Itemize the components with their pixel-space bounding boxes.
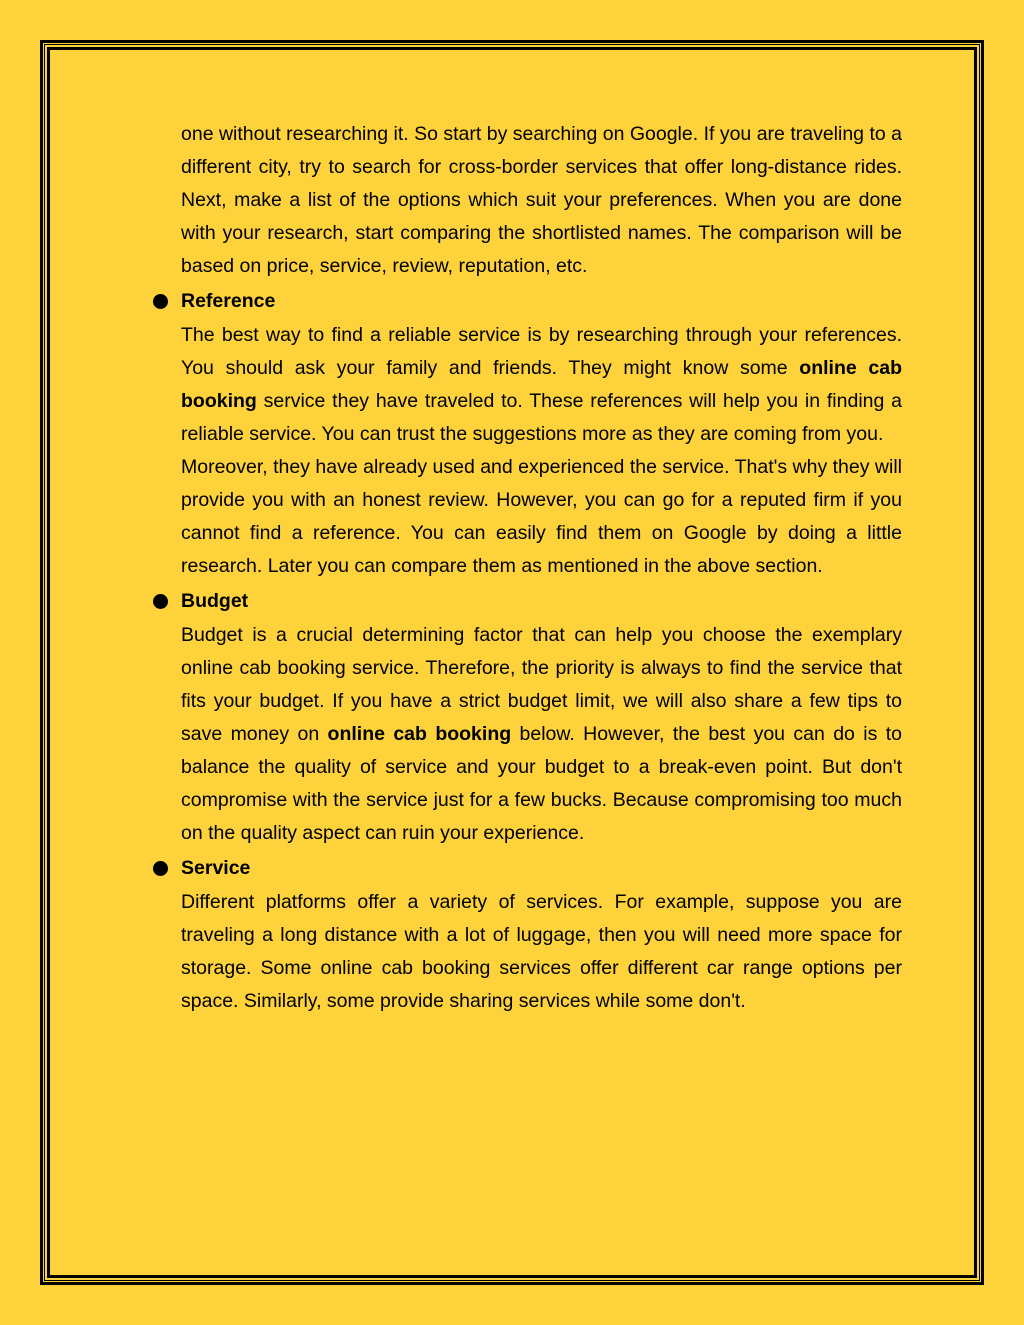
- section-heading-budget: [181, 585, 902, 618]
- text-run: Budget is a crucial determining factor that can help you choose the exemplary online cab booking service. Therefore, the priority is always to find the service that fits your budget. If you have a strict budget limit, we will also share a few tips to save money on: [181, 624, 902, 745]
- section-heading-reference: [181, 285, 902, 318]
- section-heading-label: Service: [181, 857, 251, 879]
- reference-paragraph-1: [181, 319, 902, 451]
- section-heading-label: Reference: [181, 290, 276, 312]
- budget-paragraph-1: [181, 619, 902, 850]
- text-run: below. However, the best you can do is to balance the quality of service and your budget to a break-even point. But don't compromise with the service just for a few bucks. Because compromising too much on the quality aspect can ruin your experience.: [181, 723, 902, 844]
- bullet-icon: [153, 594, 168, 609]
- intro-paragraph: one without researching it. So start by searching on Google. If you are traveling to a different city, try to search for cross-border services that offer long-distance rides. Next, make a list of the options which suit your preferences. When you are done with your research, start comparing the shortlisted names. The comparison will be based on price, service, review, reputation, etc.: [181, 123, 902, 277]
- section-heading-service: [181, 852, 902, 885]
- text-run: service they have traveled to. These references will help you in finding a reliable service. You can trust the suggestions more as they are coming from you.: [181, 390, 902, 445]
- bold-keyword: online cab booking: [181, 357, 902, 412]
- bold-keyword: online cab booking: [327, 723, 512, 745]
- reference-paragraph-2: Moreover, they have already used and experienced the service. That's why they will provide you with an honest review. However, you can go for a reputed firm if you cannot find a reference. You can easily find them on Google by doing a little research. Later you can compare them as mentioned in the above section.: [181, 456, 902, 577]
- bullet-icon: [153, 861, 168, 876]
- section-heading-label: Budget: [181, 590, 249, 612]
- service-paragraph-1: Different platforms offer a variety of services. For example, suppose you are traveling a long distance with a lot of luggage, then you will need more space for storage. Some online cab booking services offer different car range options per space. Similarly, some provide sharing services while some don't.: [181, 891, 902, 1012]
- text-run: The best way to find a reliable service is by researching through your references. You should ask your family and friends. They might know some: [181, 324, 902, 379]
- document-body: [181, 118, 902, 1018]
- bullet-icon: [153, 294, 168, 309]
